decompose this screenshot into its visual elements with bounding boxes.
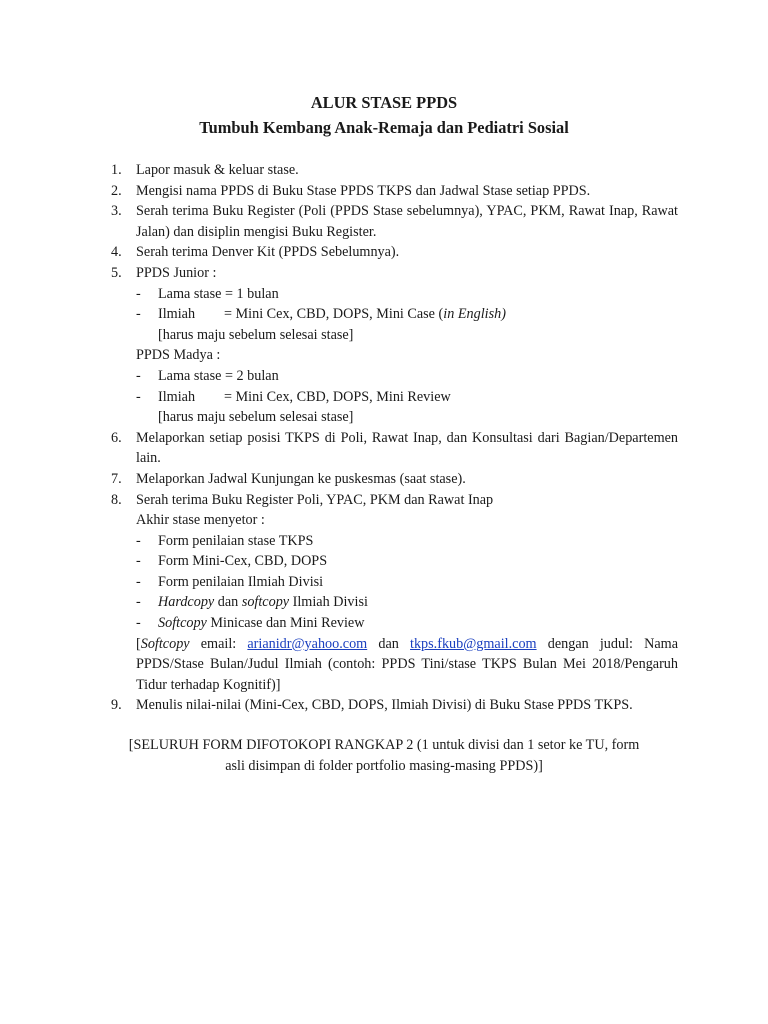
dash-bullet: - <box>136 388 141 405</box>
madya-lama-text: Lama stase = 2 bulan <box>158 367 279 384</box>
item-number: 2. <box>111 182 122 199</box>
document-title: ALUR STASE PPDS <box>310 93 458 112</box>
form-text: dan <box>214 594 242 611</box>
madya-lama-row <box>0 366 678 387</box>
list-item-8 <box>0 490 678 511</box>
form-text: Ilmiah Divisi <box>289 594 368 611</box>
dash-bullet: - <box>136 615 141 632</box>
list-item-3 <box>0 201 678 242</box>
email-rest: dengan judul: Nama PPDS/Stase Bulan/Judul Ilmiah (contoh: PPDS Tini/stase TKPS Bulan Mei 2018/Pengaruh Tidur terhadap Kognitif)] <box>136 635 678 693</box>
document-subtitle: Tumbuh Kembang Anak-Remaja dan Pediatri Sosial <box>199 118 569 137</box>
madya-ilmiah-label: Ilmiah <box>158 388 196 405</box>
list-item-6 <box>0 428 678 469</box>
email-label: email: <box>189 635 248 652</box>
list-item-5 <box>0 263 678 284</box>
item-number: 3. <box>111 203 122 220</box>
form-text: Minicase dan Mini Review <box>206 615 365 632</box>
email-link-yahoo[interactable]: arianidr@yahoo.com <box>247 635 368 652</box>
item-number: 6. <box>111 429 122 446</box>
junior-ilmiah-label: Ilmiah <box>158 306 196 323</box>
item-number: 4. <box>111 244 122 261</box>
softcopy-email-note <box>0 634 678 696</box>
form-row-3 <box>0 572 678 593</box>
item-number: 9. <box>111 697 122 714</box>
hardcopy-text: Hardcopy <box>158 594 215 611</box>
list-item-2 <box>0 181 678 202</box>
softcopy-text: softcopy <box>241 594 290 611</box>
form-text: Form Mini-Cex, CBD, DOPS <box>158 553 328 570</box>
item-number: 5. <box>111 264 122 281</box>
footer-note <box>0 735 768 776</box>
dash-bullet: - <box>136 532 141 549</box>
item-text: Lapor masuk & keluar stase. <box>136 162 299 178</box>
junior-ilmiah-value: = Mini Cex, CBD, DOPS, Mini Case ( <box>224 306 444 323</box>
item-text: Mengisi nama PPDS di Buku Stase PPDS TKPS dan Jadwal Stase setiap PPDS. <box>136 182 591 199</box>
dash-bullet: - <box>136 367 141 384</box>
bracket-open: [ <box>136 635 141 652</box>
junior-label: PPDS Junior : <box>136 264 217 281</box>
item-number: 1. <box>111 162 122 178</box>
footer-line-1: [SELURUH FORM DIFOTOKOPI RANGKAP 2 (1 untuk divisi dan 1 setor ke TU, form <box>128 737 640 753</box>
item-number: 7. <box>111 470 122 487</box>
dash-bullet: - <box>136 594 141 611</box>
madya-ilmiah-row <box>0 387 678 408</box>
form-text: Form penilaian stase TKPS <box>158 532 314 549</box>
item-text: Serah terima Buku Register (Poli (PPDS Stase sebelumnya), YPAC, PKM, Rawat Inap, Rawat Jalan) dan disiplin mengisi Buku Register. <box>136 203 678 240</box>
madya-label: PPDS Madya : <box>136 347 221 364</box>
form-row-4 <box>0 592 678 613</box>
dash-bullet: - <box>136 306 141 323</box>
madya-note: [harus maju sebelum selesai stase] <box>158 409 354 426</box>
softcopy-text: Softcopy <box>140 635 190 652</box>
junior-ilmiah-row <box>0 304 678 325</box>
akhir-stase-label: Akhir stase menyetor : <box>136 512 265 529</box>
junior-note: [harus maju sebelum selesai stase] <box>158 326 354 343</box>
item-text: Melaporkan setiap posisi TKPS di Poli, Rawat Inap, dan Konsultasi dari Bagian/Departemen lain. <box>136 429 678 467</box>
list-item-4 <box>0 242 678 263</box>
dash-bullet: - <box>136 285 141 302</box>
madya-ilmiah-value: = Mini Cex, CBD, DOPS, Mini Review <box>224 388 451 405</box>
list-item-1 <box>0 160 678 181</box>
item-text: Serah terima Denver Kit (PPDS Sebelumnya). <box>136 244 400 261</box>
dash-bullet: - <box>136 573 141 590</box>
list-item-7 <box>0 469 678 490</box>
footer-line-2: asli disimpan di folder portfolio masing-masing PPDS)] <box>225 757 543 774</box>
email-link-gmail[interactable]: tkps.fkub@gmail.com <box>410 635 537 652</box>
item-text: Melaporkan Jadwal Kunjungan ke puskesmas (saat stase). <box>136 470 466 487</box>
form-row-2 <box>0 551 678 572</box>
form-text: Form penilaian Ilmiah Divisi <box>158 573 324 590</box>
item-text: Menulis nilai-nilai (Mini-Cex, CBD, DOPS, Ilmiah Divisi) di Buku Stase PPDS TKPS. <box>136 697 633 714</box>
list-item-9 <box>0 695 678 716</box>
procedure-list <box>0 160 768 716</box>
form-row-1 <box>0 531 678 552</box>
item-text: Serah terima Buku Register Poli, YPAC, PKM dan Rawat Inap <box>136 491 494 508</box>
junior-lama-text: Lama stase = 1 bulan <box>158 285 279 302</box>
softcopy-text: Softcopy <box>158 615 207 632</box>
email-and: dan <box>367 635 411 652</box>
dash-bullet: - <box>136 553 141 570</box>
item-number: 8. <box>111 491 122 508</box>
form-row-5 <box>0 613 678 634</box>
junior-lama-row <box>0 284 678 305</box>
junior-ilmiah-english: in English) <box>443 306 506 323</box>
